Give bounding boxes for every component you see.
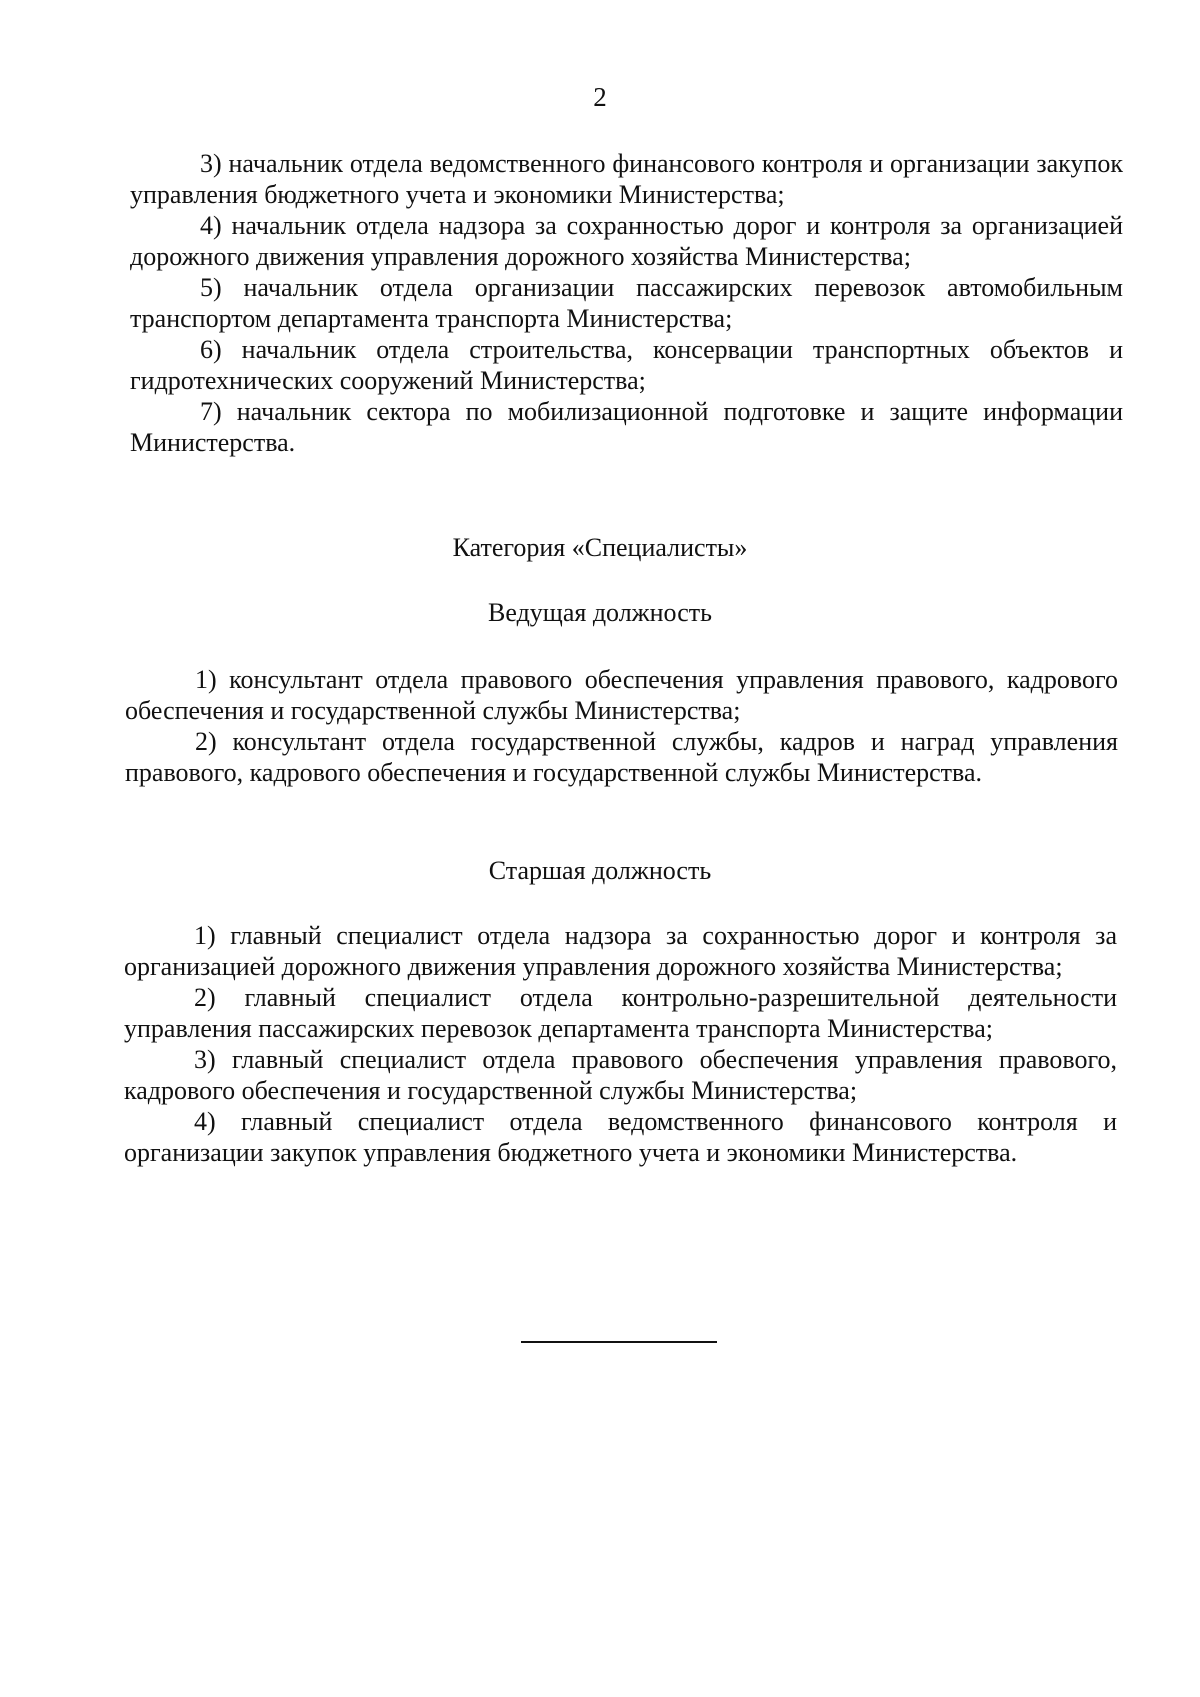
list-item: 3) главный специалист отдела правового обеспечения управления правового, кадрового обеспечения и государственной службы Министерства; <box>124 1045 1117 1105</box>
list-item: 5) начальник отдела организации пассажирских перевозок автомобильным транспортом департамента транспорта Министерства; <box>130 273 1123 333</box>
managers-list <box>130 148 1123 458</box>
list-item: 4) главный специалист отдела ведомственного финансового контроля и организации закупок управления бюджетного учета и экономики Министерства. <box>124 1107 1117 1167</box>
category-heading: Категория «Специалисты» <box>452 533 748 562</box>
list-item: 2) главный специалист отдела контрольно-разрешительной деятельности управления пассажирских перевозок департамента транспорта Министерства; <box>124 983 1117 1043</box>
lead-position-list <box>125 664 1118 788</box>
lead-position-heading: Ведущая должность <box>488 598 712 627</box>
page-number: 2 <box>593 82 607 112</box>
list-item: 4) начальник отдела надзора за сохранностью дорог и контроля за организацией дорожного движения управления дорожного хозяйства Министерства; <box>130 211 1123 271</box>
end-divider <box>521 1341 717 1343</box>
list-item: 2) консультант отдела государственной службы, кадров и наград управления правового, кадрового обеспечения и государственной службы Министерства. <box>125 727 1118 787</box>
list-item: 3) начальник отдела ведомственного финансового контроля и организации закупок управления бюджетного учета и экономики Министерства; <box>130 149 1123 209</box>
list-item: 1) главный специалист отдела надзора за сохранностью дорог и контроля за организацией дорожного движения управления дорожного хозяйства Министерства; <box>124 921 1117 981</box>
list-item: 1) консультант отдела правового обеспечения управления правового, кадрового обеспечения и государственной службы Министерства; <box>125 665 1118 725</box>
senior-position-heading: Старшая должность <box>488 856 712 885</box>
senior-position-list <box>124 920 1117 1168</box>
list-item: 6) начальник отдела строительства, консервации транспортных объектов и гидротехнических сооружений Министерства; <box>130 335 1123 395</box>
list-item: 7) начальник сектора по мобилизационной подготовке и защите информации Министерства. <box>130 397 1123 457</box>
